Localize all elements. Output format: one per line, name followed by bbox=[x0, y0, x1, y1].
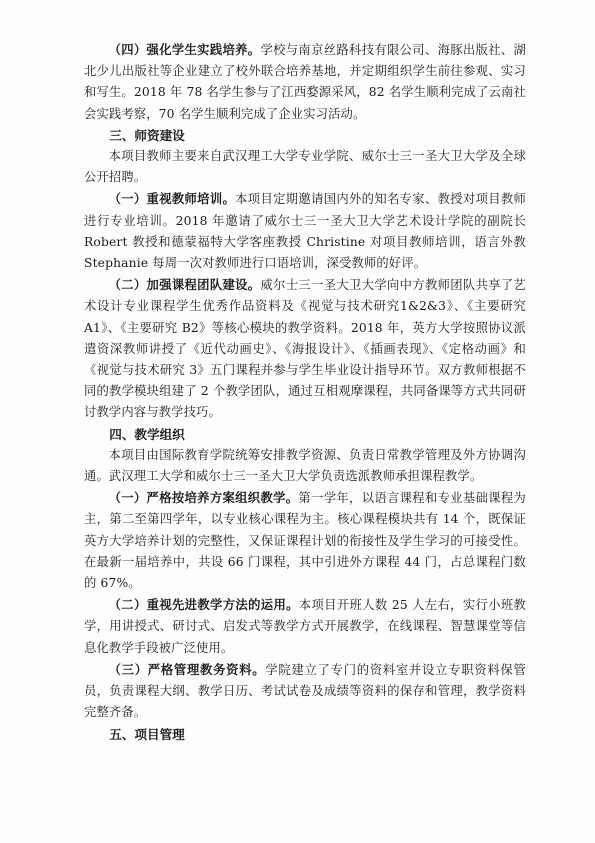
paragraph-practice-training bbox=[84, 39, 526, 125]
paragraph-text: 威尔士三一圣大卫大学向中方教师团队共享了艺术设计专业课程学生优秀作品资料及《视觉与技术研究1&2&3》、《主要研究 A1》、《主要研究 B2》等核心模块的教学资料。2018 年，英方大学按照协议派遣资深教师讲授了《近代动画史》、《海报设计》、《插画表现》、《定格动画》和《视觉与技术研究 3》五门课程并参与学生毕业设计指导环节。双方教师根据不同的教学模块组建了 2 个教学团队，通过互相观摩课程，共同备课等方式共同研讨教学内容与教学技巧。 bbox=[84, 278, 526, 420]
paragraph-text: 本项目由国际教育学院统筹安排教学资源、负责日常教学管理及外方协调沟通。武汉理工大学和威尔士三一圣大卫大学负责选派教师承担课程教学。 bbox=[84, 447, 526, 484]
paragraph-text: 第一学年，以语言课程和专业基础课程为主，第二至第四学年，以专业核心课程为主。核心课程模块共有 14 个，既保证英方大学培养计划的完整性，又保证课程计划的衔接性及学生学习的可接受性。在最新一届培养中，共设 66 门课程，其中引进外方课程 44 门，占总课程门数的 67%。 bbox=[84, 491, 526, 591]
section-heading-teaching: 四、教学组织 bbox=[109, 426, 185, 442]
paragraph-text: 本项目开班人数 25 人左右，实行小班教学，用讲授式、研讨式、启发式等教学方式开展教学，在线课程、智慧课堂等信息化教学手段被广泛使用。 bbox=[84, 598, 526, 655]
paragraph-text: 本项目教师主要来自武汉理工大学专业学院、威尔士三一圣大卫大学及全球公开招聘。 bbox=[84, 149, 526, 185]
paragraph-text: 本项目定期邀请国内外的知名专家、教授对项目教师进行专业培训。2018 年邀请了威尔士三一圣大卫大学艺术设计学院的副院长 Robert 教授和德蒙福特大学客座教授 Christine 对项目教师培训，语言外教 Stephanie 每周一次对教师进行口语培训，深受教师的好评。 bbox=[84, 192, 526, 271]
paragraph-teaching-methods bbox=[84, 594, 526, 659]
section-heading-project-management: 五、项目管理 bbox=[109, 726, 185, 742]
paragraph-heading: （一）严格按培养方案组织教学。 bbox=[108, 490, 299, 506]
paragraph-text: 学校与南京丝路科技有限公司、海豚出版社、湖北少儿出版社等企业建立了校外联合培养基地，并定期组织学生前往参观、实习和写生。2018 年 78 名学生参与了江西婺源采风，82 名学生顺利完成了云南社会实践考察，70 名学生顺利完成了企业实习活动。 bbox=[84, 43, 526, 121]
paragraph-heading: （三）严格管理教务资料。 bbox=[108, 661, 266, 677]
paragraph-heading: （二）加强课程团队建设。 bbox=[108, 277, 261, 293]
paragraph-teacher-training bbox=[84, 188, 526, 274]
paragraph-heading: （二）重视先进教学方法的运用。 bbox=[108, 597, 299, 613]
paragraph-training-plan bbox=[84, 487, 526, 594]
paragraph-heading: （四）强化学生实践培养。 bbox=[108, 42, 261, 57]
paragraph-teaching-management bbox=[84, 445, 526, 487]
paragraph-faculty-sources bbox=[84, 146, 526, 188]
paragraph-heading: （一）重视教师培训。 bbox=[108, 191, 236, 207]
paragraph-academic-records bbox=[84, 659, 526, 724]
paragraph-course-team bbox=[84, 274, 526, 423]
section-heading-faculty: 三、师资建设 bbox=[109, 127, 185, 143]
document-body bbox=[84, 39, 526, 745]
paragraph-text: 学院建立了专门的资料室并设立专职资料保管员，负责课程大纲、教学日历、考试试卷及成绩等资料的保存和管理，教学资料完整齐备。 bbox=[84, 662, 526, 720]
